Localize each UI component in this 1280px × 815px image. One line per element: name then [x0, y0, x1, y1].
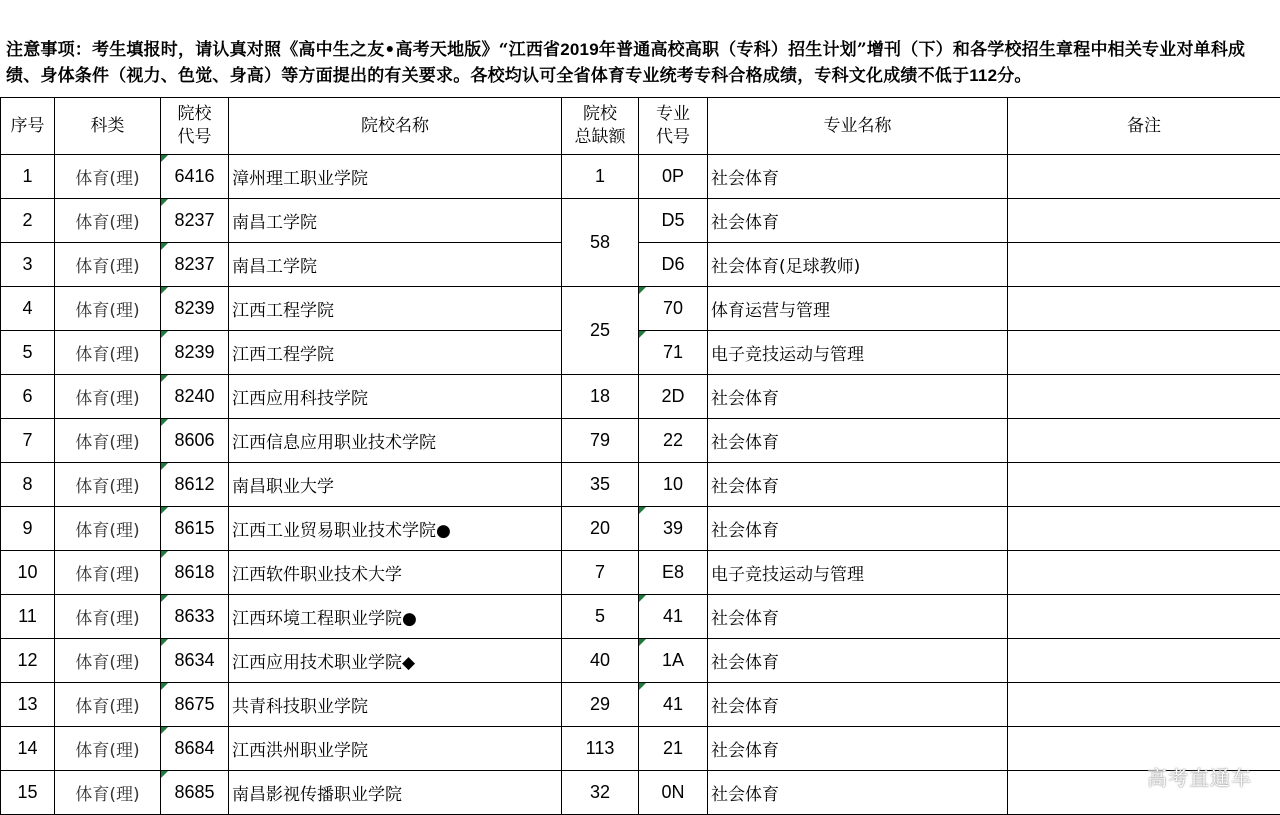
cell-remarks — [1008, 331, 1280, 375]
cell-major-name: 社会体育 — [708, 375, 1008, 419]
cell-category: 体育(理) — [55, 771, 161, 815]
notice-paragraph — [6, 37, 1274, 89]
cell-school-name: 南昌工学院 — [229, 243, 562, 287]
cell-remarks — [1008, 595, 1280, 639]
cell-major-code: 70 — [639, 287, 708, 331]
cell-category: 体育(理) — [55, 639, 161, 683]
cell-category: 体育(理) — [55, 683, 161, 727]
cell-category: 体育(理) — [55, 595, 161, 639]
cell-school-code: 8684 — [161, 727, 229, 771]
cell-category: 体育(理) — [55, 155, 161, 199]
cell-major-code: E8 — [639, 551, 708, 595]
cell-total-quota: 35 — [562, 463, 639, 507]
cell-seq: 11 — [1, 595, 55, 639]
cell-category: 体育(理) — [55, 287, 161, 331]
cell-school-code: 8634 — [161, 639, 229, 683]
cell-seq: 4 — [1, 287, 55, 331]
notice-text-3: 分。 — [997, 66, 1032, 86]
cell-total-quota: 25 — [562, 287, 639, 375]
cell-major-code: D5 — [639, 199, 708, 243]
cell-remarks — [1008, 683, 1280, 727]
table-row — [1, 419, 1280, 463]
cell-total-quota: 32 — [562, 771, 639, 815]
cell-total-quota: 1 — [562, 155, 639, 199]
cell-total-quota: 7 — [562, 551, 639, 595]
cell-major-name: 社会体育 — [708, 155, 1008, 199]
cell-major-code: 0P — [639, 155, 708, 199]
cell-seq: 5 — [1, 331, 55, 375]
cell-major-name: 社会体育 — [708, 419, 1008, 463]
cell-total-quota: 29 — [562, 683, 639, 727]
cell-major-name: 社会体育 — [708, 595, 1008, 639]
cell-school-name: 江西信息应用职业技术学院 — [229, 419, 562, 463]
cell-total-quota: 113 — [562, 727, 639, 771]
cell-major-code: D6 — [639, 243, 708, 287]
cell-seq: 10 — [1, 551, 55, 595]
header-major-name: 专业名称 — [708, 98, 1008, 155]
header-remarks: 备注 — [1008, 98, 1280, 155]
cell-major-name: 体育运营与管理 — [708, 287, 1008, 331]
cell-major-code: 41 — [639, 595, 708, 639]
cell-seq: 12 — [1, 639, 55, 683]
cell-seq: 1 — [1, 155, 55, 199]
cell-school-name: 江西洪州职业学院 — [229, 727, 562, 771]
cell-category: 体育(理) — [55, 243, 161, 287]
cell-major-name: 社会体育 — [708, 507, 1008, 551]
table-row — [1, 463, 1280, 507]
cell-school-code: 8685 — [161, 771, 229, 815]
cell-remarks — [1008, 419, 1280, 463]
cell-category: 体育(理) — [55, 419, 161, 463]
cell-school-name: 江西软件职业技术大学 — [229, 551, 562, 595]
cell-seq: 7 — [1, 419, 55, 463]
cell-remarks — [1008, 155, 1280, 199]
cell-school-code: 8237 — [161, 243, 229, 287]
cell-major-code: 0N — [639, 771, 708, 815]
cell-school-name: 共青科技职业学院 — [229, 683, 562, 727]
table-row — [1, 199, 1280, 243]
header-total-quota: 院校 总缺额 — [562, 98, 639, 155]
table-row — [1, 155, 1280, 199]
cell-school-name: 江西工业贸易职业技术学院● — [229, 507, 562, 551]
cell-remarks — [1008, 463, 1280, 507]
cell-school-code: 6416 — [161, 155, 229, 199]
enrollment-table — [0, 97, 1280, 815]
cell-total-quota: 18 — [562, 375, 639, 419]
table-row — [1, 331, 1280, 375]
cell-remarks — [1008, 507, 1280, 551]
cell-school-code: 8237 — [161, 199, 229, 243]
cell-major-code: 10 — [639, 463, 708, 507]
cell-school-code: 8606 — [161, 419, 229, 463]
cell-seq: 9 — [1, 507, 55, 551]
cell-total-quota: 20 — [562, 507, 639, 551]
cell-category: 体育(理) — [55, 551, 161, 595]
table-row — [1, 727, 1280, 771]
cell-major-name: 社会体育(足球教师) — [708, 243, 1008, 287]
cell-major-name: 社会体育 — [708, 463, 1008, 507]
cell-seq: 2 — [1, 199, 55, 243]
cell-major-name: 电子竞技运动与管理 — [708, 551, 1008, 595]
header-school-code: 院校 代号 — [161, 98, 229, 155]
header-category: 科类 — [55, 98, 161, 155]
header-school-name: 院校名称 — [229, 98, 562, 155]
cell-total-quota: 40 — [562, 639, 639, 683]
table-row — [1, 683, 1280, 727]
cell-school-code: 8675 — [161, 683, 229, 727]
cell-major-code: 22 — [639, 419, 708, 463]
cell-school-name: 南昌影视传播职业学院 — [229, 771, 562, 815]
cell-school-code: 8612 — [161, 463, 229, 507]
table-row — [1, 287, 1280, 331]
cell-seq: 13 — [1, 683, 55, 727]
table-row — [1, 507, 1280, 551]
cell-major-name: 电子竞技运动与管理 — [708, 331, 1008, 375]
cell-seq: 14 — [1, 727, 55, 771]
notice-year: 2019 — [560, 40, 599, 59]
cell-school-name: 江西工程学院 — [229, 287, 562, 331]
cell-major-code: 2D — [639, 375, 708, 419]
cell-remarks — [1008, 243, 1280, 287]
cell-seq: 6 — [1, 375, 55, 419]
cell-category: 体育(理) — [55, 331, 161, 375]
table-row — [1, 375, 1280, 419]
cell-school-name: 江西应用科技学院 — [229, 375, 562, 419]
notice-score: 112 — [969, 66, 998, 85]
cell-school-name: 南昌工学院 — [229, 199, 562, 243]
table-row — [1, 551, 1280, 595]
cell-major-name: 社会体育 — [708, 199, 1008, 243]
cell-major-name: 社会体育 — [708, 727, 1008, 771]
cell-category: 体育(理) — [55, 727, 161, 771]
header-major-code: 专业 代号 — [639, 98, 708, 155]
cell-remarks — [1008, 287, 1280, 331]
header-seq: 序号 — [1, 98, 55, 155]
cell-major-name: 社会体育 — [708, 683, 1008, 727]
header-row — [1, 98, 1280, 155]
cell-total-quota: 79 — [562, 419, 639, 463]
cell-remarks — [1008, 199, 1280, 243]
cell-category: 体育(理) — [55, 463, 161, 507]
cell-school-code: 8240 — [161, 375, 229, 419]
cell-total-quota: 58 — [562, 199, 639, 287]
cell-seq: 15 — [1, 771, 55, 815]
cell-school-name: 江西工程学院 — [229, 331, 562, 375]
cell-major-name: 社会体育 — [708, 771, 1008, 815]
cell-category: 体育(理) — [55, 199, 161, 243]
cell-category: 体育(理) — [55, 375, 161, 419]
table-row — [1, 771, 1280, 815]
cell-school-code: 8615 — [161, 507, 229, 551]
cell-seq: 3 — [1, 243, 55, 287]
table-row — [1, 639, 1280, 683]
cell-major-code: 39 — [639, 507, 708, 551]
cell-remarks — [1008, 639, 1280, 683]
cell-major-code: 41 — [639, 683, 708, 727]
table-row — [1, 243, 1280, 287]
notice-text-2: 年普通高校高职（专科）招生计划”增刊（下）和各学校招生章程中相关专业对单科成绩、身体条件（视力、色觉、身高）等方面提出的有关要求。各校均认可全省体育专业统考专科合格成绩，专科文化成绩不低于 — [6, 40, 1246, 86]
cell-school-code: 8618 — [161, 551, 229, 595]
cell-major-code: 1A — [639, 639, 708, 683]
cell-major-code: 21 — [639, 727, 708, 771]
cell-major-name: 社会体育 — [708, 639, 1008, 683]
cell-category: 体育(理) — [55, 507, 161, 551]
cell-school-code: 8239 — [161, 331, 229, 375]
cell-total-quota: 5 — [562, 595, 639, 639]
notice-text-1: 注意事项：考生填报时，请认真对照《高中生之友•高考天地版》“江西省 — [6, 40, 561, 60]
cell-major-code: 71 — [639, 331, 708, 375]
cell-school-name: 江西应用技术职业学院◆ — [229, 639, 562, 683]
watermark: 高考直通车 — [1147, 766, 1252, 790]
cell-remarks — [1008, 551, 1280, 595]
cell-remarks — [1008, 375, 1280, 419]
cell-school-code: 8239 — [161, 287, 229, 331]
cell-seq: 8 — [1, 463, 55, 507]
cell-school-code: 8633 — [161, 595, 229, 639]
table-body — [1, 155, 1280, 815]
table-row — [1, 595, 1280, 639]
cell-school-name: 漳州理工职业学院 — [229, 155, 562, 199]
cell-school-name: 南昌职业大学 — [229, 463, 562, 507]
cell-school-name: 江西环境工程职业学院● — [229, 595, 562, 639]
